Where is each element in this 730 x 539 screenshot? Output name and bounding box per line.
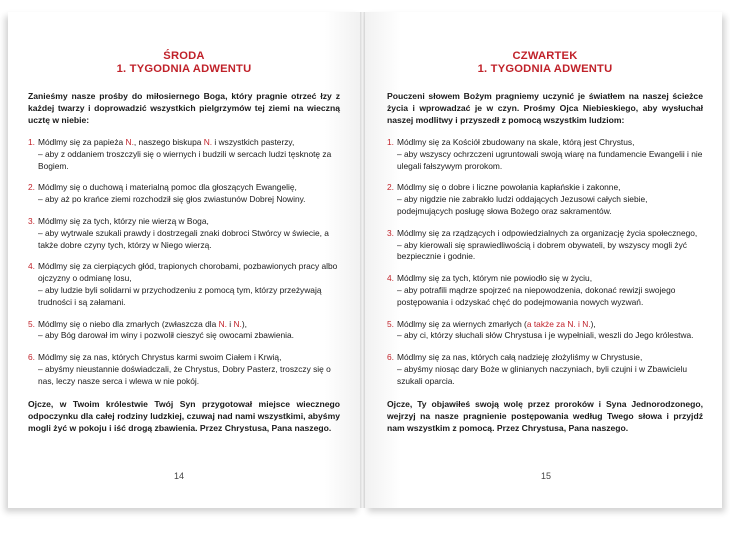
text-segment: – aby Bóg darował im winy i pozwolił cieszyć się owocami zbawienia. — [38, 330, 295, 341]
intercession-petition — [38, 216, 340, 228]
intercession-response — [38, 149, 340, 173]
right-page — [365, 12, 722, 508]
left-heading — [28, 50, 340, 76]
text-segment: – aby ludzie byli solidarni w przychodzeniu z pomocą tym, którzy przeżywają trudności i są załamani. — [38, 284, 322, 307]
intercession-response — [397, 194, 703, 218]
intercession-petition — [397, 352, 703, 364]
intercession-number: 3. — [387, 227, 394, 238]
text-segment: – aby ci, którzy słuchali słów Chrystusa i je wypełniali, weszli do Jego królestwa. — [397, 330, 694, 341]
intercession-response — [397, 240, 703, 264]
intercession-response — [38, 285, 340, 309]
intercession-petition — [397, 273, 703, 285]
intercession-number: 4. — [387, 273, 394, 284]
intercession-text — [38, 261, 340, 308]
text-segment: Módlmy się o niebo dla zmarłych (zwłaszcza dla — [38, 318, 219, 329]
intercession-number: 1. — [28, 137, 35, 147]
left-intercessions — [28, 137, 340, 388]
intercession-number: 4. — [28, 261, 35, 272]
intercession-text — [38, 137, 340, 172]
right-page-content — [387, 50, 703, 434]
intercession-item — [28, 352, 340, 387]
text-segment: – aby kierowali się sprawiedliwością i dobrem obywateli, by wszyscy mogli żyć bezpiecznie i godnie. — [397, 239, 687, 262]
text-segment: Módlmy się o duchową i materialną pomoc dla głoszących Ewangelię, — [38, 182, 297, 193]
placeholder-name: N. — [218, 318, 227, 329]
placeholder-name: N. — [125, 137, 134, 147]
intercession-item — [28, 137, 340, 172]
intercession-petition — [38, 137, 340, 149]
intercession-number: 6. — [28, 352, 35, 363]
left-heading-week: 1. TYGODNIA ADWENTU — [116, 63, 252, 75]
text-segment: i wszystkich pasterzy, — [212, 137, 295, 147]
intercession-number: 1. — [387, 137, 394, 147]
right-page-number: 15 — [541, 471, 552, 481]
text-segment: – aby z oddaniem troszczyli się o wiernych i budzili w sercach ludzi tęsknotę za Bogiem. — [38, 148, 332, 171]
text-segment: Módlmy się za tych, którzy nie wierzą w Boga, — [38, 215, 209, 226]
placeholder-name: N. — [233, 318, 242, 329]
left-page — [8, 12, 360, 508]
text-segment: ), — [241, 318, 247, 329]
left-heading-day: ŚRODA — [163, 50, 205, 62]
left-page-content — [28, 50, 340, 434]
intercession-item — [387, 319, 703, 343]
intercession-text — [38, 216, 340, 251]
intercession-text — [38, 352, 340, 387]
intercession-response — [397, 149, 703, 173]
intercession-text — [397, 319, 703, 343]
intercession-number: 3. — [28, 215, 35, 226]
placeholder-name: a także za N. i N. — [526, 318, 591, 329]
right-intercessions — [387, 137, 703, 388]
intercession-item — [387, 273, 703, 308]
text-segment: – aby wszyscy ochrzczeni ugruntowali swoją wiarę na fundamencie Ewangelii i nie ulegali fałszywym prorokom. — [397, 148, 703, 171]
intercession-petition — [397, 319, 703, 331]
intercession-petition — [38, 261, 340, 285]
text-segment: – aby aż po krańce ziemi rozchodził się głos zwiastunów Dobrej Nowiny. — [38, 194, 306, 205]
intercession-text — [397, 137, 703, 172]
intercession-text — [38, 182, 340, 206]
text-segment: i — [226, 318, 234, 329]
book-spread — [8, 12, 722, 515]
intercession-number: 2. — [387, 182, 394, 193]
intercession-item — [387, 228, 703, 263]
intercession-item — [387, 182, 703, 217]
right-heading — [387, 50, 703, 76]
text-segment: – abyśmy nieustannie doświadczali, że Chrystus, Dobry Pasterz, troszczy się o nas, leczy nasze serca i wlewa w nie pokój. — [38, 363, 331, 386]
right-heading-week: 1. TYGODNIA ADWENTU — [477, 63, 613, 75]
text-segment: ), — [590, 318, 596, 329]
right-closing-prayer: Ojcze, Ty objawiłeś swoją wolę przez proroków i Syna Jednorodzonego, wejrzyj na nasze pragnienie postępowania według Twego słowa i przyjdź nam wszystkim z pomocą. Przez Chrystusa, Pana naszego. — [387, 398, 703, 433]
text-segment: Módlmy się za tych, którym nie powiodło się w życiu, — [397, 273, 593, 284]
intercession-text — [397, 228, 703, 263]
intercession-number: 6. — [387, 352, 394, 363]
text-segment: Módlmy się za Kościół zbudowany na skale, którą jest Chrystus, — [397, 137, 635, 147]
intercession-item — [387, 137, 703, 172]
intercession-text — [397, 273, 703, 308]
right-intro: Pouczeni słowem Bożym pragniemy uczynić je światłem na naszej ścieżce życia i wprowadzać je w czyn. Prośmy Ojca Niebieskiego, aby wysłuchał naszej modlitwy i przyszedł z pomocą wszystkim ludziom: — [387, 91, 703, 125]
text-segment: , naszego biskupa — [133, 137, 204, 147]
placeholder-name: N. — [203, 137, 213, 147]
text-segment: – aby wytrwale szukali prawdy i dostrzegali znaki dobroci Stwórcy w świecie, a także dobre czyny tych, którzy w Niego wierzą. — [38, 227, 329, 250]
text-segment: Módlmy się o dobre i liczne powołania kapłańskie i zakonne, — [397, 182, 621, 193]
intercession-item — [28, 261, 340, 308]
intercession-petition — [38, 319, 340, 331]
intercession-item — [387, 352, 703, 387]
intercession-response — [397, 364, 703, 388]
intercession-petition — [397, 137, 703, 149]
intercession-response — [38, 228, 340, 252]
intercession-response — [38, 194, 340, 206]
text-segment: Módlmy się za rządzących i odpowiedzialnych za organizację życia społecznego, — [397, 227, 698, 238]
text-segment: Módlmy się za nas, których Chrystus karmi swoim Ciałem i Krwią, — [38, 352, 282, 363]
intercession-item — [28, 182, 340, 206]
intercession-text — [38, 319, 340, 343]
text-segment: Módlmy się za nas, których całą nadzieję złożyliśmy w Chrystusie, — [397, 352, 643, 363]
left-intro: Zanieśmy nasze prośby do miłosiernego Boga, który pragnie otrzeć łzy z każdej twarzy i doprowadzić wszystkich pielgrzymów tej ziemi na wieczną ucztę w niebie: — [28, 91, 340, 125]
left-closing-prayer: Ojcze, w Twoim królestwie Twój Syn przygotował miejsce wiecznego odpoczynku dla całej rodziny ludzkiej, czuwaj nad nami wszystkimi, abyśmy mogli żyć w pokoju i iść drogą zbawienia. Przez Chrystusa, Pana naszego. — [28, 398, 340, 433]
intercession-item — [28, 319, 340, 343]
intercession-number: 5. — [387, 318, 394, 329]
text-segment: Módlmy się za wiernych zmarłych ( — [397, 318, 527, 329]
text-segment: – abyśmy niosąc dary Boże w glinianych naczyniach, byli czujni i w Zbawicielu szukali oparcia. — [397, 363, 687, 386]
text-segment: Módlmy się za cierpiących głód, trapionych chorobami, pozbawionych pracy albo ojczyzny o odmianę losu, — [38, 261, 338, 284]
right-heading-day: CZWARTEK — [512, 50, 578, 62]
intercession-number: 5. — [28, 318, 35, 329]
intercession-response — [38, 330, 340, 342]
intercession-response — [397, 330, 703, 342]
intercession-text — [397, 352, 703, 387]
intercession-petition — [38, 352, 340, 364]
intercession-petition — [397, 228, 703, 240]
left-page-number: 14 — [174, 471, 185, 481]
text-segment: – aby potrafili mądrze spojrzeć na niepowodzenia, dokonać rewizji swojego postępowania i odzyskać chęć do podejmowania nowych wyzwań. — [397, 284, 676, 307]
intercession-petition — [397, 182, 703, 194]
intercession-number: 2. — [28, 182, 35, 193]
text-segment: – aby nigdzie nie zabrakło ludzi oddających Jezusowi całych siebie, podejmujących posługę słowa Bożego oraz sakramentów. — [397, 194, 648, 216]
intercession-response — [38, 364, 340, 388]
intercession-item — [28, 216, 340, 251]
intercession-text — [397, 182, 703, 217]
intercession-response — [397, 285, 703, 309]
text-segment: Módlmy się za papieża — [38, 137, 126, 147]
intercession-petition — [38, 182, 340, 194]
